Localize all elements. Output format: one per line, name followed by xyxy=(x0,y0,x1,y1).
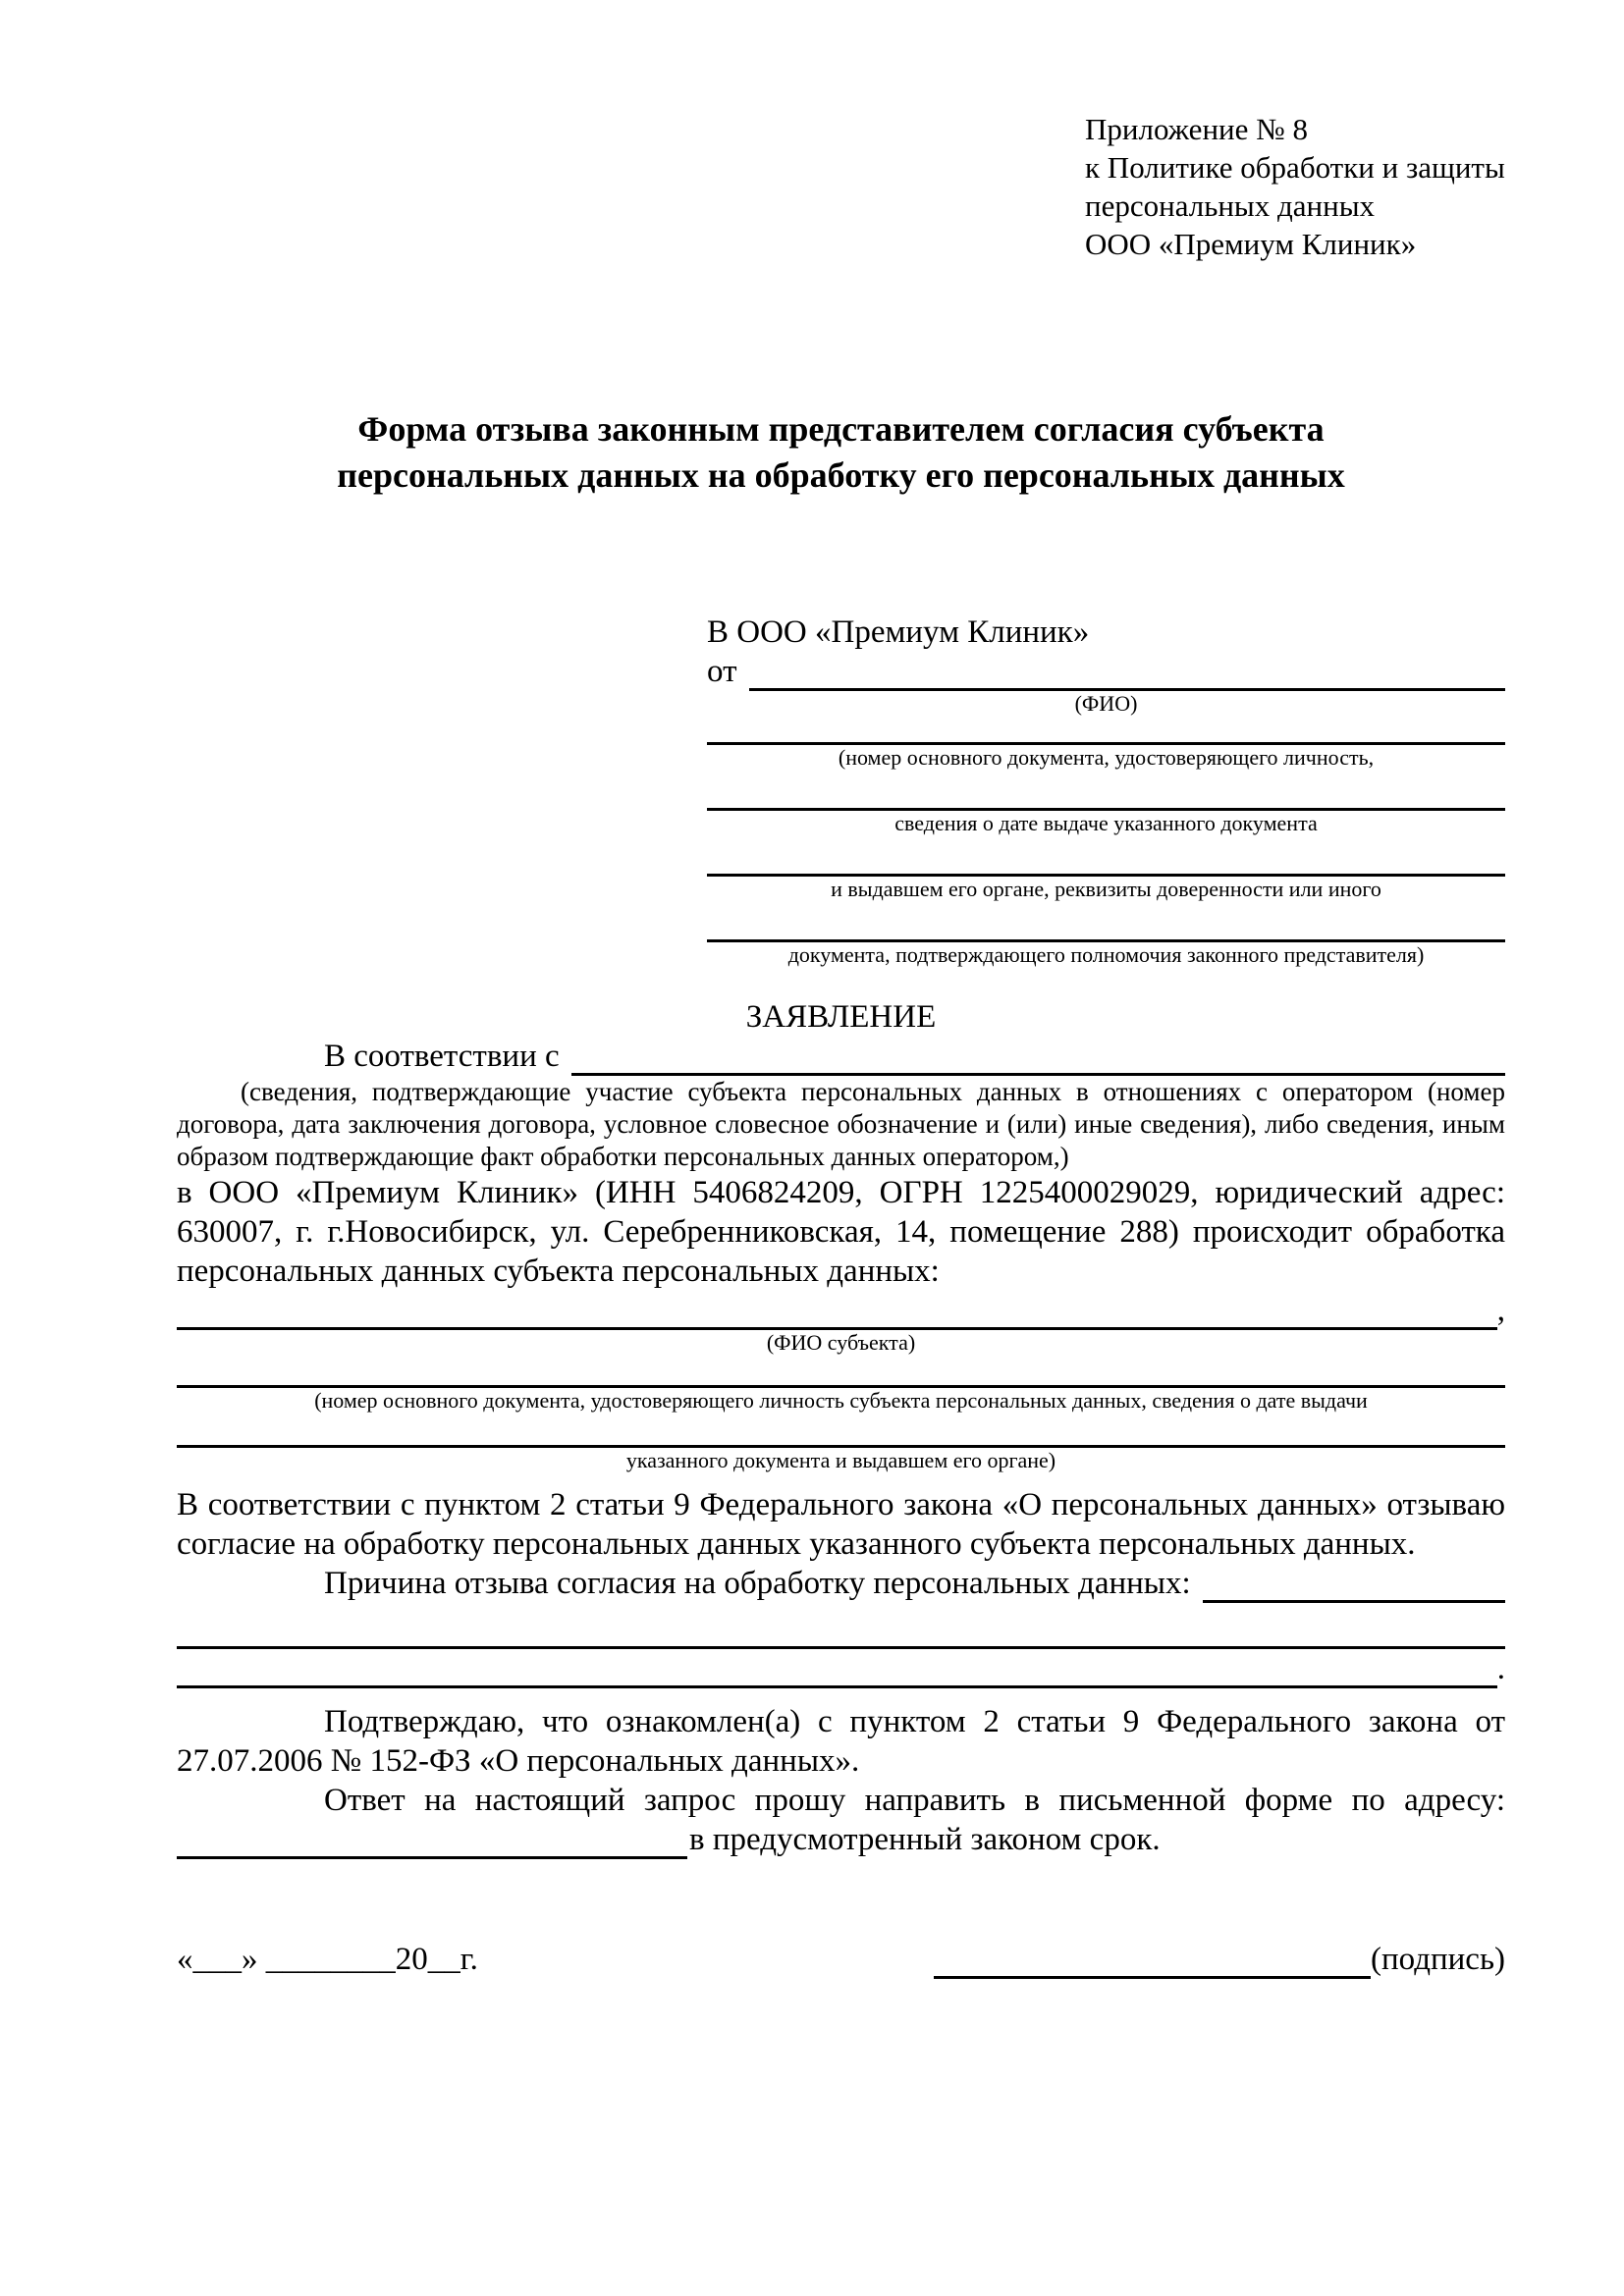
subject-name-field[interactable] xyxy=(177,1298,1497,1330)
representative-doc-field-1[interactable] xyxy=(707,717,1505,745)
signature-caption: (подпись) xyxy=(1371,1942,1505,1977)
confirm-paragraph: Подтверждаю, что ознакомлен(а) с пунктом 2 статьи 9 Федерального закона от 27.07.2006 № 152-ФЗ «О персональных данных». xyxy=(177,1704,1505,1779)
subject-doc-caption-1: (номер основного документа, удостоверяющего личность субъекта персональных данных, сведения о дате выдачи xyxy=(314,1388,1368,1413)
accordance-basis-field[interactable] xyxy=(571,1043,1505,1076)
subject-doc-field-2[interactable] xyxy=(177,1414,1505,1448)
representative-doc-caption-2: сведения о дате выдаче указанного документа xyxy=(894,811,1318,835)
subject-fio-caption: (ФИО субъекта) xyxy=(766,1330,916,1355)
reply-tail-text: в предусмотренный законом срок. xyxy=(689,1822,1161,1857)
representative-doc-field-2[interactable] xyxy=(707,771,1505,811)
representative-doc-caption-4: документа, подтверждающего полномочия законного представителя) xyxy=(787,942,1425,967)
reason-field-line-2[interactable] xyxy=(177,1603,1505,1649)
from-row xyxy=(707,652,1505,691)
reason-row xyxy=(177,1564,1505,1603)
representative-fio-caption: (ФИО) xyxy=(1074,691,1138,716)
reason-period: . xyxy=(1496,1651,1505,1686)
operator-paragraph: в ООО «Премиум Клиник» (ИНН 5406824209, ОГРН 1225400029029, юридический адрес: 630007, г. г.Новосибирск, ул. Серебренниковская, 14, помещение 288) происходит обработка персональных данных субъекта персональных данных: xyxy=(177,1175,1505,1289)
reply-address-row xyxy=(177,1820,1505,1859)
subject-fio-row xyxy=(177,1291,1505,1330)
header-line-4: ООО «Премиум Клиник» xyxy=(1085,227,1417,261)
statement-heading: ЗАЯВЛЕНИЕ xyxy=(745,999,937,1035)
reason-field-line-3[interactable] xyxy=(177,1653,1497,1688)
addressee-to: В ООО «Премиум Клиник» xyxy=(707,614,1090,650)
reason-field[interactable] xyxy=(1203,1571,1505,1603)
signature-field[interactable] xyxy=(934,1947,1371,1979)
footer-row xyxy=(177,1940,1505,1979)
accordance-row xyxy=(177,1037,1505,1076)
form-title xyxy=(177,406,1505,499)
representative-doc-field-4[interactable] xyxy=(707,902,1505,942)
from-label: от xyxy=(707,654,737,689)
reply-address-field[interactable] xyxy=(177,1827,687,1859)
header-line-1: Приложение № 8 xyxy=(1085,112,1308,146)
reply-lead-paragraph: Ответ на настоящий запрос прошу направить в письменной форме по адресу: xyxy=(324,1783,1505,1818)
signature-group xyxy=(934,1940,1505,1979)
appendix-header-block xyxy=(1085,110,1505,263)
representative-doc-caption-1: (номер основного документа, удостоверяющего личность, xyxy=(838,745,1375,770)
representative-name-field[interactable] xyxy=(749,659,1506,691)
form-title-line-1: Форма отзыва законным представителем согласия субъекта xyxy=(357,409,1325,449)
reason-line-3-row xyxy=(177,1649,1505,1688)
header-line-2: к Политике обработки и защиты xyxy=(1085,150,1505,185)
date-blank-field[interactable]: «___» ________20__г. xyxy=(177,1942,478,1977)
reason-label: Причина отзыва согласия на обработку персональных данных: xyxy=(324,1566,1191,1601)
withdraw-paragraph: В соответствии с пунктом 2 статьи 9 Федерального закона «О персональных данных» отзываю согласие на обработку персональных данных указанного субъекта персональных данных. xyxy=(177,1487,1505,1562)
representative-doc-caption-3: и выдавшем его органе, реквизиты доверенности или иного xyxy=(831,877,1381,901)
accordance-label: В соответствии с xyxy=(324,1039,560,1074)
representative-doc-field-3[interactable] xyxy=(707,836,1505,877)
addressee-block xyxy=(707,613,1505,968)
form-title-line-2: персональных данных на обработку его персональных данных xyxy=(337,455,1345,495)
header-line-3: персональных данных xyxy=(1085,188,1376,223)
subject-doc-field-1[interactable] xyxy=(177,1356,1505,1388)
small-print-note: (сведения, подтверждающие участие субъекта персональных данных в отношениях с оператором (номер договора, дата заключения договора, условное словесное обозначение и (или) иные сведения), либо сведения, иным образом подтверждающие факт обработки персональных данных оператором,) xyxy=(177,1077,1505,1171)
subject-fio-comma: , xyxy=(1496,1293,1505,1328)
subject-doc-caption-2: указанного документа и выдавшем его органе) xyxy=(625,1448,1056,1472)
